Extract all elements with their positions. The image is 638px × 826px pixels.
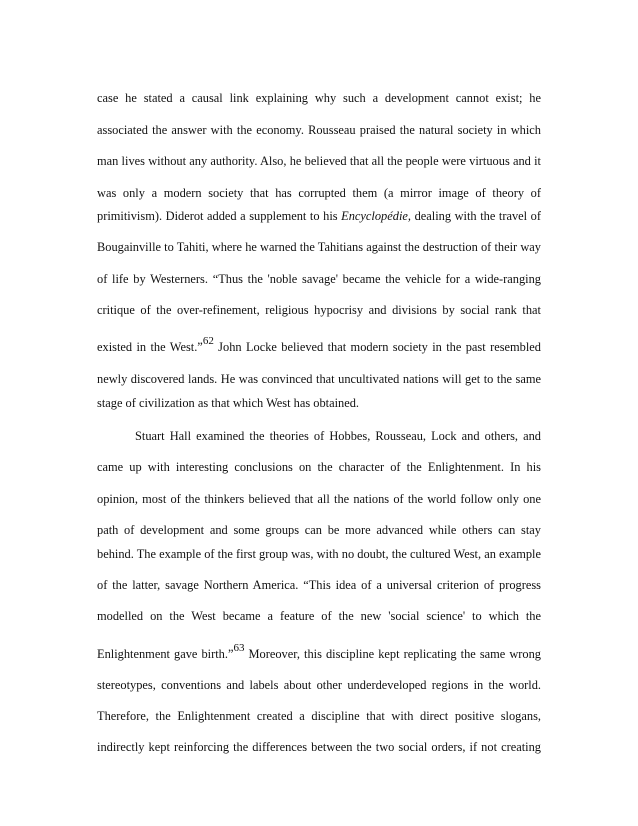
text-line: came up with interesting conclusions on the character of the Enlightenment. In his [97, 460, 541, 474]
text-line: case he stated a causal link explaining why such a development cannot exist; he [97, 91, 541, 105]
text-line [97, 209, 541, 223]
text-line [97, 642, 541, 662]
text-line: stereotypes, conventions and labels about other underdeveloped regions in the world. [97, 678, 541, 692]
text-line: Therefore, the Enlightenment created a discipline that with direct positive slogans, [97, 709, 541, 723]
text-line: critique of the over-refinement, religious hypocrisy and divisions by social rank that [97, 303, 541, 317]
text-run: existed in the West.” [97, 340, 203, 354]
footnote-marker: 62 [202, 335, 214, 347]
text-line: was only a modern society that has corrupted them (a mirror image of theory of [97, 186, 541, 200]
text-line [97, 335, 541, 355]
text-line: of the latter, savage Northern America. “This idea of a universal criterion of progress [97, 578, 541, 592]
text-line: opinion, most of the thinkers believed that all the nations of the world follow only one [97, 492, 541, 506]
footnote-marker: 63 [233, 642, 245, 654]
text-line: modelled on the West became a feature of the new 'social science' to which the [97, 609, 541, 623]
text-run: John Locke believed that modern society in the past resembled [213, 340, 541, 354]
text-line: newly discovered lands. He was convinced that uncultivated nations will get to the same [97, 372, 541, 386]
text-run: primitivism). Diderot added a supplement to his [97, 209, 342, 223]
text-run: dealing with the travel of [411, 209, 541, 223]
text-line: stage of civilization as that which West has obtained. [97, 396, 360, 410]
text-line: associated the answer with the economy. Rousseau praised the natural society in which [97, 123, 541, 137]
text-line: Stuart Hall examined the theories of Hobbes, Rousseau, Lock and others, and [135, 429, 541, 443]
text-run: Enlightenment gave birth.” [97, 647, 234, 661]
text-line: Bougainville to Tahiti, where he warned the Tahitians against the destruction of their way [97, 240, 541, 254]
text-line: of life by Westerners. “Thus the 'noble savage' became the vehicle for a wide-ranging [97, 272, 541, 286]
text-line: behind. The example of the first group was, with no doubt, the cultured West, an example [97, 547, 541, 561]
italic-title: Encyclopédie, [341, 209, 411, 223]
text-line: path of development and some groups can be more advanced while others can stay [97, 523, 541, 537]
text-line: indirectly kept reinforcing the differences between the two social orders, if not creating [97, 740, 541, 754]
text-run: Moreover, this discipline kept replicating the same wrong [244, 647, 541, 661]
text-line: man lives without any authority. Also, he believed that all the people were virtuous and it [97, 154, 541, 168]
